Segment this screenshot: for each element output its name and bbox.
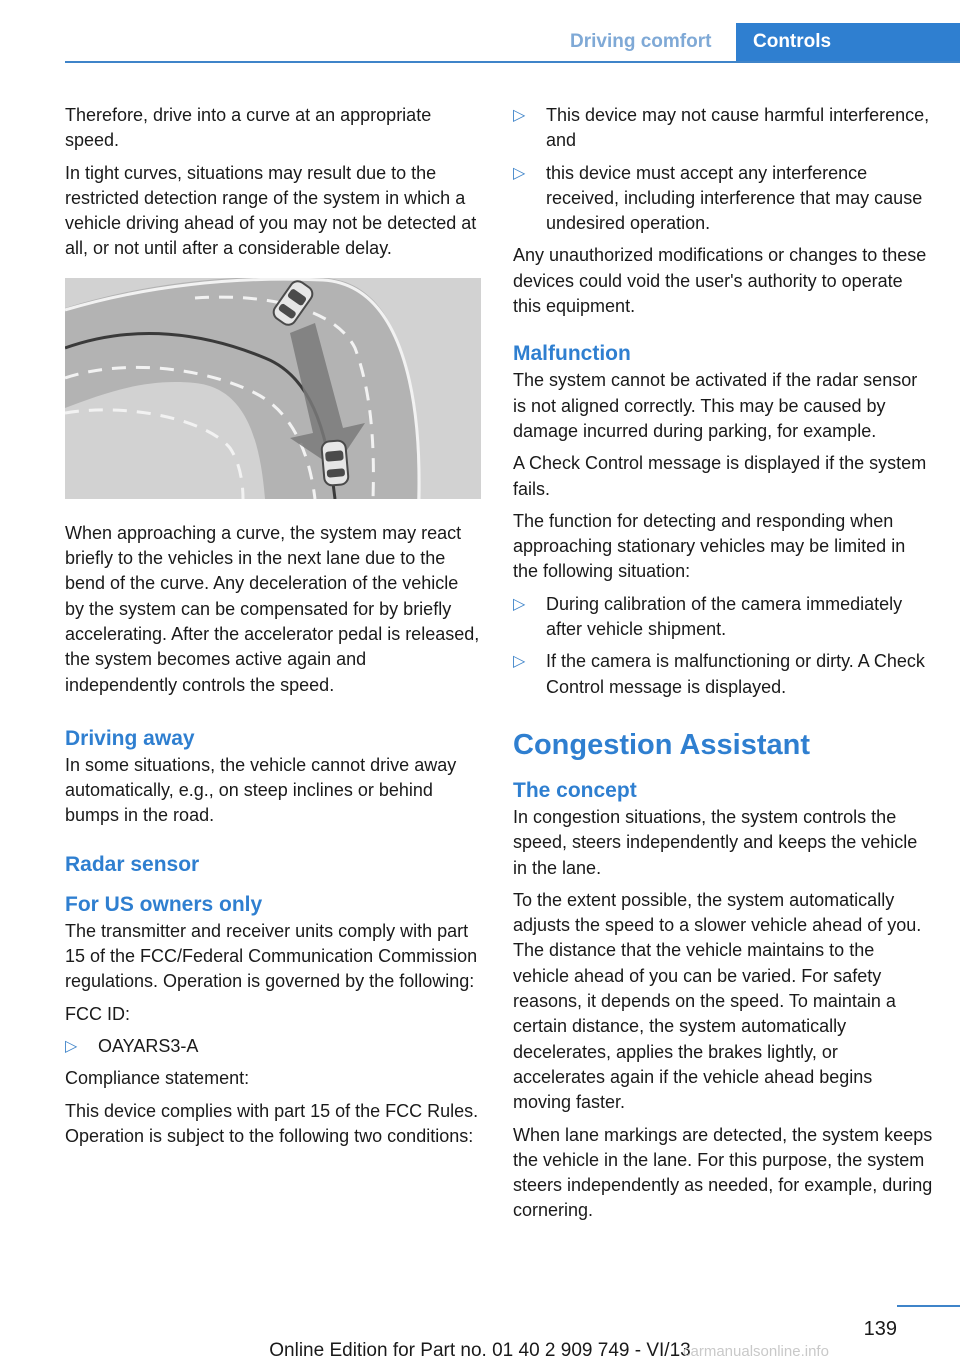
heading-radar-sensor: Radar sensor [65,852,200,876]
paragraph: The system cannot be activated if the radar sensor is not aligned correctly. This may be caused by damage incurred during parking, for example. [513,370,918,441]
heading-us-owners: For US owners only [65,892,263,916]
paragraph: The function for detecting and responding when approaching stationary vehicles may be limited in the following situation: [513,510,906,582]
heading-malfunction: Malfunction [513,342,631,366]
heading-driving-away: Driving away [65,726,195,750]
paragraph: Compliance statement: [65,1068,250,1089]
paragraph: The transmitter and receiver units comply with part 15 of the FCC/Federal Communication Commission regulations. Operation is governed by the following: [65,920,478,992]
right-column [513,103,933,1231]
heading-congestion-assistant: Congestion Assistant [513,728,811,761]
paragraph: When lane markings are detected, the system keeps the vehicle in the lane. For this purpose, the system steers independently as needed, for example, during cornering. [513,1124,933,1221]
bullet-triangle-icon: ▷ [513,107,526,124]
bullet-triangle-icon: ▷ [65,1037,78,1055]
paragraph: When approaching a curve, the system may react briefly to the vehicles in the next lane due to the bend of the curve. Any deceleration of the vehicle by the system can be compensated for by briefly accelerating. After the accelerator pedal is released, the system becomes active again and independently controls the speed. [65,522,480,695]
list-item: ▷ OAYARS3-A [65,1034,481,1059]
paragraph: In congestion situations, the system controls the speed, steers independently and keeps the vehicle in the lane. [513,806,918,878]
list-item: ▷ This device may not cause harmful interference, and [513,103,933,154]
heading-concept: The concept [513,778,637,802]
footer-edition: Online Edition for Part no. 01 40 2 909 749 - VI/13 [269,1340,691,1361]
paragraph: In tight curves, situations may result due to the restricted detection range of the system in which a vehicle driving ahead of you may not be detected at all, or not until after a considerable delay. [65,162,477,259]
page-number: 139 [863,1318,897,1340]
header-section-title: Driving comfort [570,31,712,52]
paragraph: Any unauthorized modifications or changes to these devices could void the user's authority to operate this equipment. [513,245,927,317]
list-item: ▷ If the camera is malfunctioning or dirty. A Check Control message is displayed. [513,649,933,700]
watermark: carmanualsonline.info [683,1343,829,1360]
bullet-triangle-icon: ▷ [513,595,526,613]
header-divider [65,61,960,63]
paragraph: In some situations, the vehicle cannot drive away automatically, e.g., on steep inclines or behind bumps in the road. [65,754,457,826]
paragraph: This device complies with part 15 of the FCC Rules. Operation is subject to the following two conditions: [65,1100,479,1146]
left-column [65,103,481,1156]
list-item: ▷ During calibration of the camera immediately after vehicle shipment. [513,592,933,643]
footer-divider [897,1305,960,1307]
paragraph: FCC ID: [65,1003,130,1024]
bullet-triangle-icon: ▷ [513,653,526,671]
paragraph: To the extent possible, the system automatically adjusts the speed to a slower vehicle ahead of you. The distance that the vehicle maintains to the vehicle ahead of you can be varied. For safety reasons, it depends on the speed. To maintain a certain distance, the system automatically decelerates, applies the brakes lightly, or accelerates again if the vehicle ahead begins moving faster. [513,889,922,1113]
bullet-triangle-icon: ▷ [513,164,526,182]
paragraph: A Check Control message is displayed if the system fails. [513,453,927,499]
header-chapter-tab: Controls [736,23,960,63]
curve-illustration [65,278,481,499]
paragraph: Therefore, drive into a curve at an appropriate speed. [65,105,432,151]
list-item: ▷ this device must accept any interference received, including interference that may cause undesired operation. [513,161,933,237]
